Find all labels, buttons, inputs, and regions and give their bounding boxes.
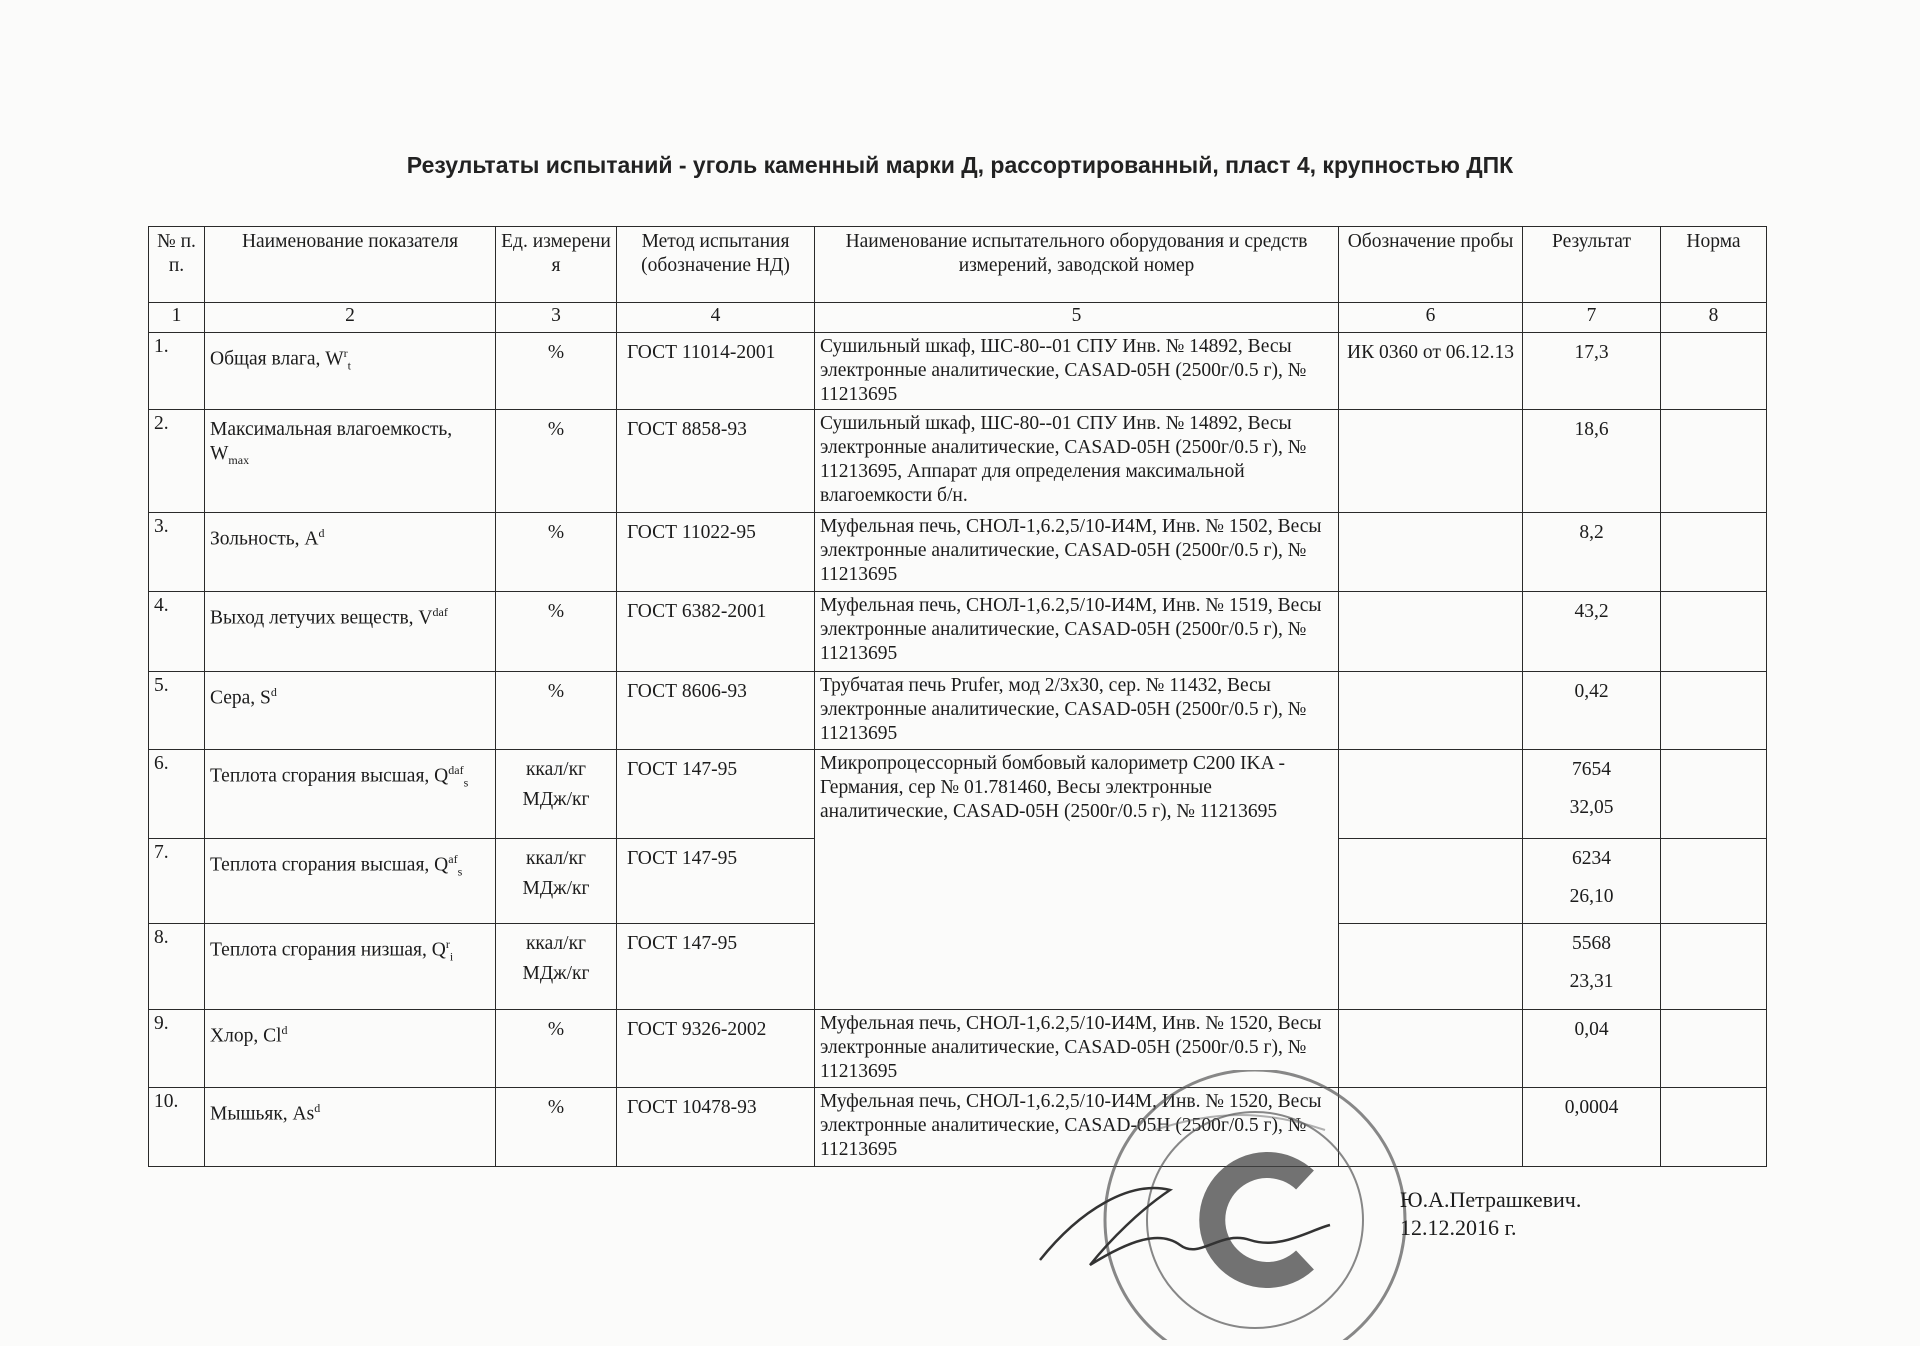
- table-row: [149, 1088, 1767, 1167]
- method-cell: [617, 924, 815, 1010]
- cell-text: МДж/кг: [522, 789, 590, 810]
- cell-text: Мышьяк, As: [210, 1103, 315, 1125]
- equipment-cell: [815, 410, 1339, 513]
- table-row: [149, 592, 1767, 672]
- superscript: daf: [432, 605, 448, 619]
- cell-text: Теплота сгорания высшая, Q: [210, 854, 449, 876]
- cell-text: Микропроцессорный бомбовый калориметр С200 IKA - Германия, сер № 01.781460, Весы электронные аналитические, CASAD-05H (2500г/0.5 г), № 11213695: [820, 753, 1285, 822]
- cell-text: Хлор, Cl: [210, 1025, 282, 1047]
- row-number-cell: [149, 750, 205, 839]
- subscript: i: [449, 949, 454, 964]
- norm-cell: [1661, 410, 1767, 513]
- row-number-cell: [149, 839, 205, 924]
- cell-text: 4.: [154, 595, 169, 616]
- cell-text: %: [547, 681, 565, 702]
- cell-text: МДж/кг: [522, 878, 590, 899]
- cell-text: Муфельная печь, СНОЛ-1,6.2,5/10-И4М, Инв. № 1519, Весы электронные аналитические, CASAD-05H (2500г/0.5 г), № 11213695: [820, 595, 1322, 664]
- table-row: [149, 672, 1767, 750]
- cell-text: Теплота сгорания низшая, Q: [210, 939, 446, 961]
- handwritten-signature: [1020, 1170, 1340, 1280]
- indicator-name-cell: [205, 1088, 496, 1167]
- norm-cell: [1661, 839, 1767, 924]
- method-cell: [617, 839, 815, 924]
- signature-block: [1400, 1186, 1581, 1242]
- cell-text: Сера, S: [210, 687, 271, 709]
- method-cell: [617, 1010, 815, 1088]
- equipment-cell: [815, 513, 1339, 592]
- cell-text: Зольность, A: [210, 528, 319, 550]
- result-cell: [1523, 410, 1661, 513]
- equipment-cell: [815, 672, 1339, 750]
- cell-text: Сушильный шкаф, ШС-80--01 СПУ Инв. № 14892, Весы электронные аналитические, CASAD-05H (2500г/0.5 г), № 11213695, Аппарат для определения максимальной влагоемкости б/н.: [820, 413, 1307, 506]
- cell-text: Муфельная печь, СНОЛ-1,6.2,5/10-И4М, Инв. № 1520, Весы электронные аналитические, CASAD-05H (2500г/0.5 г), № 11213695: [820, 1091, 1322, 1160]
- cell-text: Муфельная печь, СНОЛ-1,6.2,5/10-И4М, Инв. № 1520, Весы электронные аналитические, CASAD-05H (2500г/0.5 г), № 11213695: [820, 1013, 1322, 1082]
- column-number: 5: [815, 303, 1339, 333]
- header-cell: Наименование испытательного оборудования и средств измерений, заводской номер: [815, 227, 1339, 303]
- unit-cell: [496, 1088, 617, 1167]
- equipment-cell: [815, 592, 1339, 672]
- norm-cell: [1661, 672, 1767, 750]
- unit-cell: [496, 410, 617, 513]
- header-cell: Норма: [1661, 227, 1767, 303]
- method-cell: [617, 513, 815, 592]
- table-row: [149, 410, 1767, 513]
- method-cell: [617, 750, 815, 839]
- column-number: 8: [1661, 303, 1767, 333]
- cell-text: 9.: [154, 1013, 169, 1034]
- cell-text: 17,3: [1574, 342, 1609, 363]
- header-cell: № п. п.: [149, 227, 205, 303]
- norm-cell: [1661, 1088, 1767, 1167]
- equipment-cell: [815, 333, 1339, 410]
- header-cell: Метод испытания (обозначение НД): [617, 227, 815, 303]
- row-number-cell: [149, 333, 205, 410]
- indicator-name-cell: [205, 924, 496, 1010]
- result-cell: [1523, 1010, 1661, 1088]
- cell-text: 23,31: [1569, 971, 1614, 992]
- cell-text: 0,04: [1574, 1019, 1609, 1040]
- cell-text: 1.: [154, 336, 169, 357]
- cell-text: ГОСТ 11022-95: [627, 522, 756, 543]
- cell-text: 26,10: [1569, 886, 1614, 907]
- cell-text: 5568: [1572, 933, 1611, 954]
- row-number-cell: [149, 592, 205, 672]
- cell-text: %: [547, 1097, 565, 1118]
- cell-text: ккал/кг: [525, 933, 587, 954]
- header-cell: Результат: [1523, 227, 1661, 303]
- column-number: 6: [1339, 303, 1523, 333]
- table-row: [149, 333, 1767, 410]
- result-cell: [1523, 672, 1661, 750]
- cell-text: 8,2: [1579, 522, 1604, 543]
- cell-text: 7654: [1572, 759, 1611, 780]
- cell-text: 2.: [154, 413, 169, 434]
- indicator-name-cell: [205, 513, 496, 592]
- cell-text: ГОСТ 11014-2001: [627, 342, 776, 363]
- unit-cell: [496, 513, 617, 592]
- cell-text: 7.: [154, 842, 169, 863]
- result-cell: [1523, 1088, 1661, 1167]
- sample-cell: [1339, 333, 1523, 410]
- subscript: max: [228, 452, 250, 467]
- unit-cell: [496, 839, 617, 924]
- cell-text: 32,05: [1569, 797, 1614, 818]
- header-row: [149, 227, 1767, 303]
- sample-cell: [1339, 513, 1523, 592]
- norm-cell: [1661, 1010, 1767, 1088]
- superscript: r: [445, 937, 450, 951]
- cell-text: %: [547, 1019, 565, 1040]
- cell-text: Трубчатая печь Prufer, мод 2/3x30, сер. № 11432, Весы электронные аналитические, CASAD-05H (2500г/0.5 г), № 11213695: [820, 675, 1307, 744]
- unit-cell: [496, 672, 617, 750]
- cell-text: %: [547, 419, 565, 440]
- sample-cell: [1339, 839, 1523, 924]
- cell-text: ГОСТ 6382-2001: [627, 601, 767, 622]
- superscript: d: [270, 685, 277, 699]
- cell-text: Теплота сгорания высшая, Q: [210, 765, 449, 787]
- norm-cell: [1661, 513, 1767, 592]
- unit-cell: [496, 750, 617, 839]
- norm-cell: [1661, 924, 1767, 1010]
- sample-cell: [1339, 592, 1523, 672]
- superscript: d: [314, 1101, 321, 1115]
- result-cell: [1523, 750, 1661, 839]
- norm-cell: [1661, 592, 1767, 672]
- cell-text: ИК 0360 от 06.12.13: [1347, 342, 1514, 363]
- cell-text: ГОСТ 9326-2002: [627, 1019, 767, 1040]
- column-number: 4: [617, 303, 815, 333]
- cell-text: Сушильный шкаф, ШС-80--01 СПУ Инв. № 14892, Весы электронные аналитические, CASAD-05H (2500г/0.5 г), № 11213695: [820, 336, 1307, 405]
- cell-text: ГОСТ 147-95: [627, 759, 738, 780]
- subscript: t: [347, 358, 352, 373]
- superscript: d: [281, 1023, 288, 1037]
- superscript: daf: [448, 763, 464, 777]
- cell-text: 3.: [154, 516, 169, 537]
- sample-cell: [1339, 672, 1523, 750]
- method-cell: [617, 672, 815, 750]
- cell-text: МДж/кг: [522, 963, 590, 984]
- subscript: s: [463, 775, 469, 790]
- cell-text: 18,6: [1574, 419, 1609, 440]
- column-number: 3: [496, 303, 617, 333]
- norm-cell: [1661, 333, 1767, 410]
- cell-text: ГОСТ 8858-93: [627, 419, 747, 440]
- superscript: d: [318, 526, 325, 540]
- sample-cell: [1339, 924, 1523, 1010]
- cell-text: ГОСТ 147-95: [627, 848, 738, 869]
- unit-cell: [496, 333, 617, 410]
- cell-text: 5.: [154, 675, 169, 696]
- cell-text: ккал/кг: [525, 759, 587, 780]
- document-title: Результаты испытаний - уголь каменный марки Д, рассортированный, пласт 4, крупностью ДПК: [406, 152, 1514, 178]
- table-row: [149, 750, 1767, 839]
- unit-cell: [496, 1010, 617, 1088]
- indicator-name-cell: [205, 672, 496, 750]
- cell-text: 6.: [154, 753, 169, 774]
- superscript: r: [343, 346, 348, 360]
- cell-text: 0,0004: [1564, 1097, 1619, 1118]
- unit-cell: [496, 924, 617, 1010]
- row-number-cell: [149, 924, 205, 1010]
- superscript: af: [448, 852, 458, 866]
- row-number-cell: [149, 1010, 205, 1088]
- result-cell: [1523, 333, 1661, 410]
- header-cell: Ед. измерени я: [496, 227, 617, 303]
- row-number-cell: [149, 1088, 205, 1167]
- cell-text: Выход летучих веществ, V: [210, 607, 433, 629]
- cell-text: %: [547, 342, 565, 363]
- results-table: [148, 226, 1767, 1167]
- indicator-name-cell: [205, 750, 496, 839]
- header-cell: Обозначение пробы: [1339, 227, 1523, 303]
- indicator-name-cell: [205, 410, 496, 513]
- row-number-cell: [149, 513, 205, 592]
- cell-text: Муфельная печь, СНОЛ-1,6.2,5/10-И4М, Инв. № 1502, Весы электронные аналитические, CASAD-05H (2500г/0.5 г), № 11213695: [820, 516, 1322, 585]
- column-number: 7: [1523, 303, 1661, 333]
- cell-text: 6234: [1572, 848, 1611, 869]
- result-cell: [1523, 592, 1661, 672]
- result-cell: [1523, 839, 1661, 924]
- cell-text: ГОСТ 10478-93: [627, 1097, 757, 1118]
- cell-text: Максимальная влагоемкость, W: [210, 419, 453, 464]
- signatory-name: Ю.А.Петрашкевич.: [1400, 1187, 1582, 1212]
- method-cell: [617, 1088, 815, 1167]
- table-row: [149, 1010, 1767, 1088]
- row-number-cell: [149, 410, 205, 513]
- sample-cell: [1339, 750, 1523, 839]
- row-number-cell: [149, 672, 205, 750]
- method-cell: [617, 592, 815, 672]
- signature-date: 12.12.2016 г.: [1400, 1215, 1517, 1240]
- cell-text: ГОСТ 8606-93: [627, 681, 747, 702]
- cell-text: 8.: [154, 927, 169, 948]
- method-cell: [617, 410, 815, 513]
- cell-text: %: [547, 522, 565, 543]
- sample-cell: [1339, 410, 1523, 513]
- indicator-name-cell: [205, 592, 496, 672]
- indicator-name-cell: [205, 839, 496, 924]
- result-cell: [1523, 513, 1661, 592]
- subscript: s: [457, 864, 463, 879]
- cell-text: %: [547, 601, 565, 622]
- table-row: [149, 513, 1767, 592]
- cell-text: ГОСТ 147-95: [627, 933, 738, 954]
- column-number: 2: [205, 303, 496, 333]
- unit-cell: [496, 592, 617, 672]
- column-number-row: [149, 303, 1767, 333]
- cell-text: ккал/кг: [525, 848, 587, 869]
- indicator-name-cell: [205, 1010, 496, 1088]
- method-cell: [617, 333, 815, 410]
- norm-cell: [1661, 750, 1767, 839]
- cell-text: 10.: [154, 1091, 179, 1112]
- header-cell: Наименование показателя: [205, 227, 496, 303]
- indicator-name-cell: [205, 333, 496, 410]
- result-cell: [1523, 924, 1661, 1010]
- cell-text: Общая влага, W: [210, 348, 344, 370]
- cell-text: 43,2: [1574, 601, 1609, 622]
- column-number: 1: [149, 303, 205, 333]
- cell-text: 0,42: [1574, 681, 1609, 702]
- equipment-cell: [815, 750, 1339, 1010]
